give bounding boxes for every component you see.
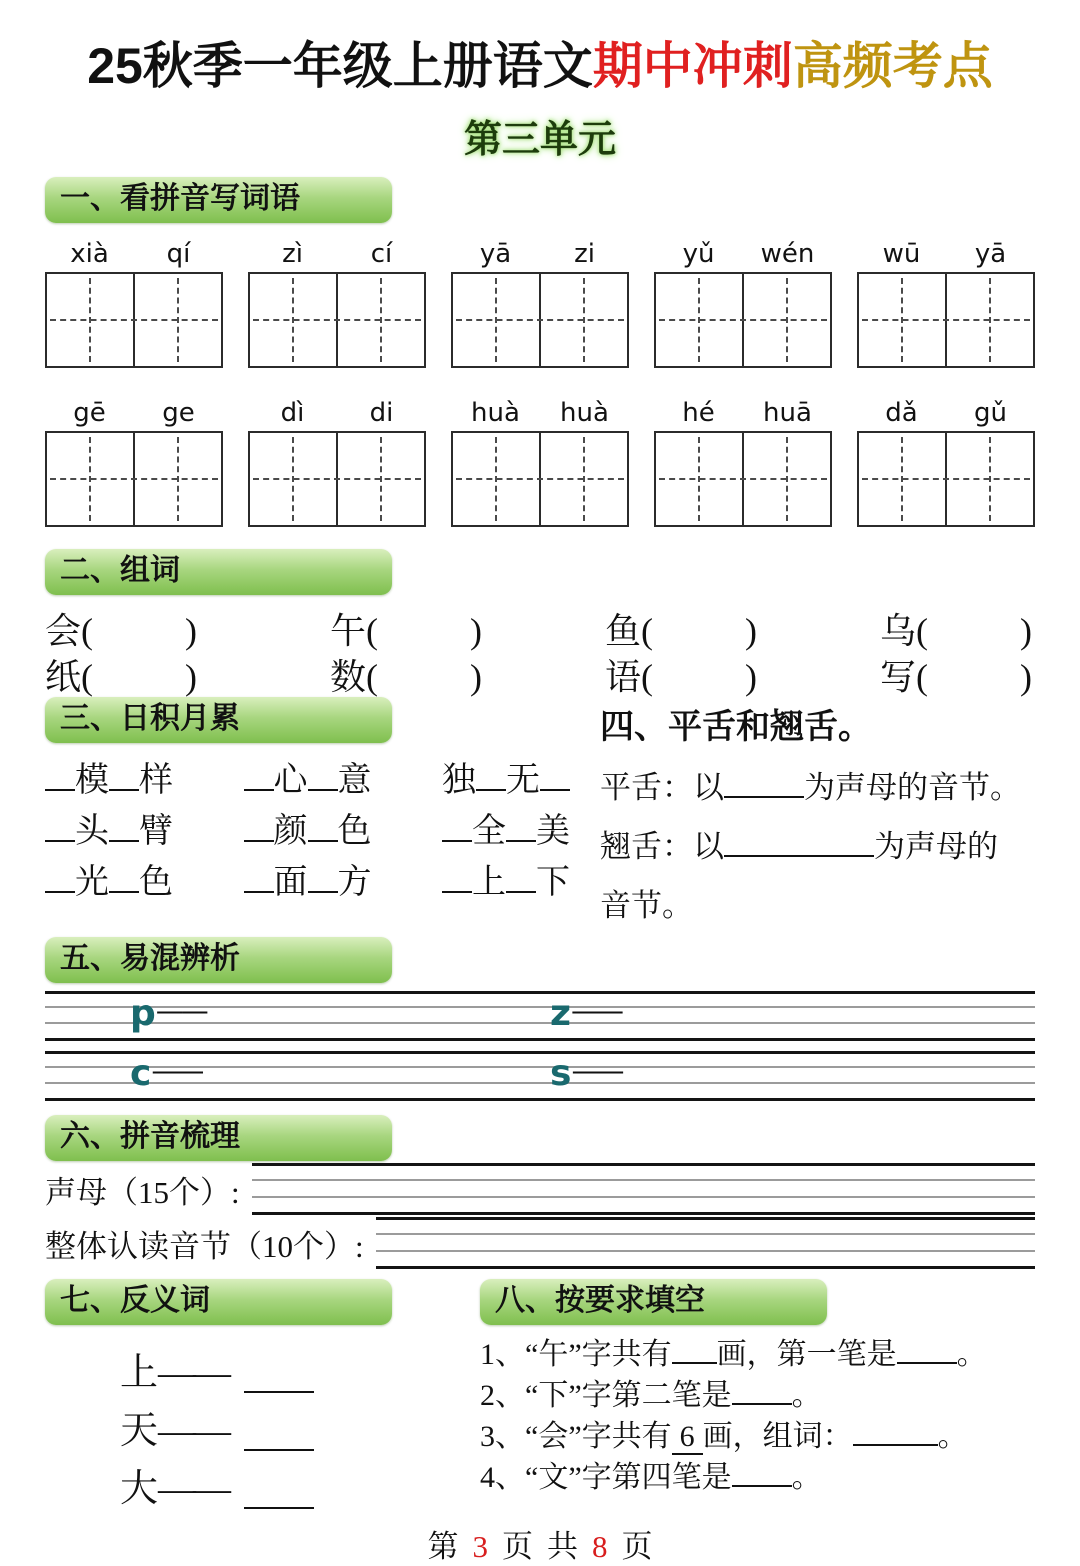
whole-syllables-staff: [376, 1217, 1035, 1269]
grid-cell: [453, 274, 539, 366]
section7-banner: 七、反义词: [45, 1279, 392, 1325]
writing-grid: [654, 431, 832, 527]
word-item: [605, 649, 880, 700]
pinyin-label: yā: [479, 239, 512, 269]
staff-letter-p: p——: [130, 993, 206, 1034]
section6-banner: 六、拼音梳理: [45, 1115, 392, 1161]
curled-tongue-line-cont: 音节。: [600, 888, 693, 923]
fill-blank: [853, 1444, 938, 1446]
word-char: 会: [45, 611, 82, 651]
fill-blank: [45, 789, 75, 791]
pinyin-label: dǎ: [885, 398, 918, 428]
fill-blank: [506, 840, 536, 842]
footer-prefix: 第: [427, 1529, 459, 1564]
grid-cell: [453, 433, 539, 525]
page-footer: [45, 1521, 1035, 1566]
grid-cell: [336, 274, 424, 366]
word-item: [880, 649, 1035, 700]
idiom-item: 颜 色: [244, 803, 372, 852]
footer-suffix: 页: [621, 1529, 653, 1564]
grid-cell: [133, 433, 221, 525]
pinyin-label: xià: [70, 239, 109, 269]
pinyin-grid-unit: [857, 231, 1035, 368]
paren-close: ): [1020, 611, 1033, 651]
sections-3-4: [45, 697, 1035, 925]
word-char: 数: [330, 657, 367, 697]
writing-grid: [654, 272, 832, 368]
idiom-item: 光 色: [45, 854, 173, 903]
footer-mid: 共: [547, 1529, 578, 1564]
pinyin-label: hé: [682, 398, 715, 428]
pinyin-label: dì: [280, 398, 305, 428]
pinyin-grid-unit: [45, 231, 223, 368]
staff-line: [252, 1196, 1035, 1198]
pinyin-staff-1: [45, 991, 1035, 1041]
sections-7-8: [45, 1279, 1035, 1515]
title-black: 25秋季一年级上册语文: [87, 38, 593, 94]
stroke-count-answer: 6: [672, 1420, 703, 1455]
fill-in-item-3: 3、“会”字共有 6 画，组词： 。: [480, 1420, 968, 1453]
idiom-item: 头 臂: [45, 803, 173, 852]
staff-line: [252, 1163, 1035, 1166]
fill-blank: [109, 840, 139, 842]
fill-blank: [442, 891, 472, 893]
grid-cell: [945, 433, 1033, 525]
footer-total-pages: 8: [592, 1529, 608, 1564]
fill-blank: [724, 855, 874, 857]
paren-open: (: [916, 657, 929, 697]
idiom-item: 心 意: [244, 752, 372, 801]
fill-blank: [109, 891, 139, 893]
antonym-item: 上——: [120, 1341, 480, 1389]
pinyin-grid-unit: [248, 231, 426, 368]
fill-blank: [308, 891, 338, 893]
pinyin-staff-2: [45, 1051, 1035, 1101]
fill-blank: [732, 1485, 792, 1487]
grid-cell: [859, 433, 945, 525]
pinyin-label: wén: [760, 239, 815, 269]
initials-staff: [252, 1163, 1035, 1215]
fill-in-item-4: 4、“文”字第四笔是 。: [480, 1461, 822, 1494]
fill-blank: [732, 1403, 792, 1405]
page-title: [45, 26, 1035, 98]
paren-open: (: [916, 611, 929, 651]
staff-letter-s: s——: [550, 1053, 622, 1094]
staff-line: [376, 1250, 1035, 1252]
section3-banner: 三、日积月累: [45, 697, 392, 743]
section2-banner: 二、组词: [45, 549, 392, 595]
word-item: [605, 603, 880, 654]
fill-blank: [540, 789, 570, 791]
fill-blank: [672, 1362, 717, 1364]
pinyin-grid-unit: [857, 390, 1035, 527]
writing-grid: [451, 431, 629, 527]
writing-grid: [451, 272, 629, 368]
fill-blank: [244, 1391, 314, 1393]
word-building-rows: [45, 603, 1035, 695]
idiom-item: 上 下: [442, 854, 570, 903]
writing-grid: [857, 272, 1035, 368]
fill-blank: [244, 891, 274, 893]
writing-grid: [248, 431, 426, 527]
paren-close: ): [185, 611, 198, 651]
pinyin-label: huà: [560, 398, 609, 428]
grid-cell: [250, 433, 336, 525]
paren-close: ): [745, 657, 758, 697]
staff-line: [252, 1212, 1035, 1215]
pinyin-grid-unit: [451, 390, 629, 527]
writing-grid: [857, 431, 1035, 527]
flat-tongue-line: 平舌：以 为声母的音节。: [600, 770, 1021, 805]
fill-blank: [506, 891, 536, 893]
word-char: 纸: [45, 657, 82, 697]
staff-line: [252, 1179, 1035, 1181]
curled-tongue-line: 翘舌：以 为声母的: [600, 829, 998, 864]
grid-cell: [133, 274, 221, 366]
pinyin-grid-unit: [451, 231, 629, 368]
paren-close: ): [185, 657, 198, 697]
idiom-item: 面 方: [244, 854, 372, 903]
fill-blank: [442, 840, 472, 842]
paren-open: (: [81, 657, 94, 697]
grid-cell: [539, 274, 627, 366]
fill-blank: [476, 789, 506, 791]
idiom-item: 全 美: [442, 803, 570, 852]
fill-blank: [308, 789, 338, 791]
grid-cell: [47, 433, 133, 525]
word-char: 午: [330, 611, 367, 651]
fill-blank: [45, 891, 75, 893]
antonym-item: 天——: [120, 1399, 480, 1447]
writing-grid: [248, 272, 426, 368]
section4-header: 四、平舌和翘舌。: [600, 709, 872, 746]
pinyin-label: cí: [370, 239, 393, 269]
pinyin-label: yā: [974, 239, 1007, 269]
fill-blank: [308, 840, 338, 842]
section1-banner: 一、看拼音写词语: [45, 177, 392, 223]
pinyin-grid-unit: [248, 390, 426, 527]
word-item: [45, 603, 330, 654]
section5-banner: 五、易混辨析: [45, 937, 392, 983]
fill-blank: [244, 789, 274, 791]
grid-cell: [742, 433, 830, 525]
fill-blank: [724, 796, 804, 798]
pinyin-label: gǔ: [974, 398, 1007, 428]
paren-open: (: [366, 611, 379, 651]
pinyin-label: di: [369, 398, 394, 428]
whole-syllables-label: 整体认读音节（10个）:: [45, 1228, 364, 1264]
fill-in-item-1: 1、“午”字共有 画，第一笔是 。: [480, 1338, 987, 1371]
fill-in-item-2: 2、“下”字第二笔是 。: [480, 1379, 822, 1412]
initials-row: [45, 1163, 1035, 1215]
pinyin-label: wū: [882, 239, 921, 269]
pinyin-label: gē: [73, 398, 106, 428]
fill-blank: [244, 840, 274, 842]
initials-label: 声母（15个）:: [45, 1174, 240, 1210]
idiom-item: 独 无: [442, 752, 570, 801]
idiom-item: 模 样: [45, 752, 173, 801]
word-item: [880, 603, 1035, 654]
grid-cell: [336, 433, 424, 525]
grid-cell: [945, 274, 1033, 366]
section8-banner: 八、按要求填空: [480, 1279, 827, 1325]
word-char: 写: [880, 657, 917, 697]
writing-grid: [45, 431, 223, 527]
grid-cell: [250, 274, 336, 366]
paren-close: ): [745, 611, 758, 651]
word-char: 乌: [880, 611, 917, 651]
footer-page-number: 3: [472, 1529, 488, 1564]
grid-cell: [656, 433, 742, 525]
paren-open: (: [366, 657, 379, 697]
section7: [45, 1279, 480, 1515]
antonym-item: 大——: [120, 1457, 480, 1505]
footer-pages-label: 页: [502, 1529, 533, 1564]
grid-cell: [656, 274, 742, 366]
section4: [600, 697, 1035, 925]
pinyin-label: qí: [166, 239, 191, 269]
pinyin-grid-unit: [654, 231, 832, 368]
word-item: [330, 603, 605, 654]
fill-blank: [244, 1449, 314, 1451]
pinyin-label: huà: [471, 398, 520, 428]
fill-blank: [109, 789, 139, 791]
grid-cell: [47, 274, 133, 366]
paren-close: ): [470, 657, 483, 697]
paren-close: ): [1020, 657, 1033, 697]
word-item: [330, 649, 605, 700]
section3: [45, 697, 600, 925]
pinyin-label: ge: [162, 398, 195, 428]
word-char: 语: [605, 657, 642, 697]
pinyin-label: zì: [282, 239, 303, 269]
grid-cell: [539, 433, 627, 525]
pinyin-grid-row-1: [45, 231, 1035, 368]
pinyin-grid-row-2: [45, 390, 1035, 527]
paren-open: (: [641, 611, 654, 651]
section8: [480, 1279, 1035, 1515]
fill-blank: [244, 1507, 314, 1509]
paren-open: (: [641, 657, 654, 697]
staff-line: [376, 1266, 1035, 1269]
pinyin-label: zi: [574, 239, 595, 269]
staff-letter-z: z——: [550, 993, 621, 1034]
fill-blank: [897, 1362, 957, 1364]
word-item: [45, 649, 330, 700]
staff-line: [376, 1217, 1035, 1220]
grid-cell: [859, 274, 945, 366]
staff-letter-c: c——: [130, 1053, 202, 1094]
staff-line: [376, 1233, 1035, 1235]
pinyin-grid-unit: [654, 390, 832, 527]
paren-close: ): [470, 611, 483, 651]
pinyin-grid-unit: [45, 390, 223, 527]
whole-syllables-row: [45, 1217, 1035, 1269]
title-red: 期中冲刺: [592, 38, 793, 94]
word-char: 鱼: [605, 611, 642, 651]
writing-grid: [45, 272, 223, 368]
title-gold: 高频考点: [792, 38, 993, 94]
paren-open: (: [81, 611, 94, 651]
pinyin-label: huā: [763, 398, 812, 428]
fill-blank: [45, 840, 75, 842]
grid-cell: [742, 274, 830, 366]
unit-subtitle: 第三单元: [463, 119, 616, 161]
pinyin-label: yǔ: [682, 239, 715, 269]
